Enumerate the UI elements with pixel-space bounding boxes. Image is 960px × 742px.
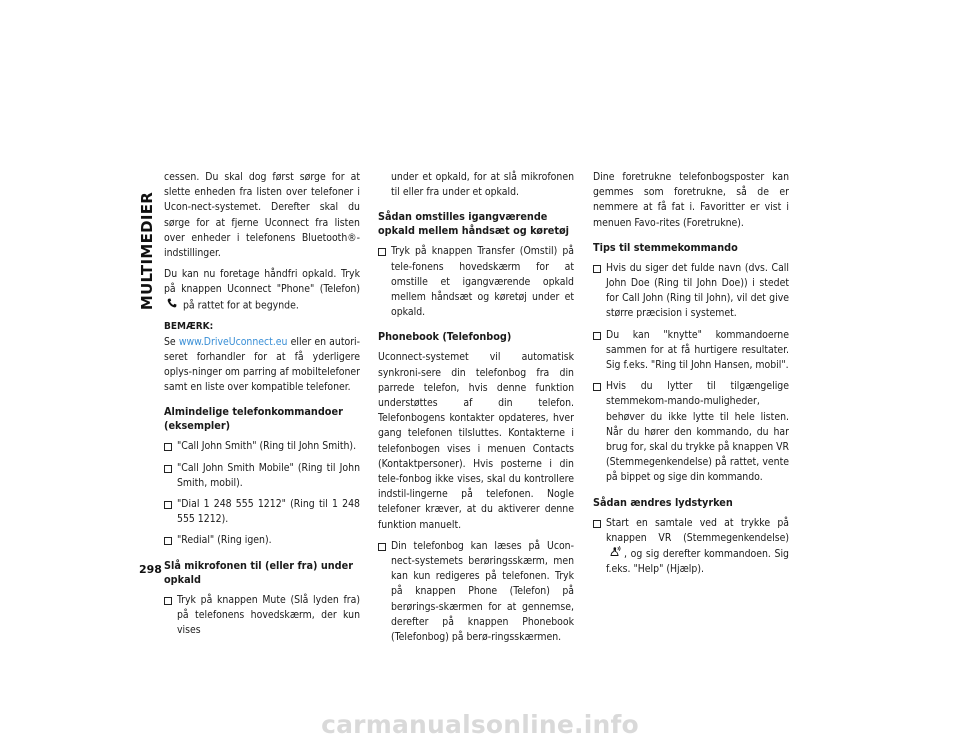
page-number: 298 (139, 563, 162, 576)
paragraph: Du kan nu foretage håndfri opkald. Tryk på knappen Uconnect "Phone" (Telefon) på rattet for at begynde. (164, 268, 360, 312)
section-side-title (137, 176, 157, 326)
list-item: "Redial" (Ring igen). (164, 533, 360, 548)
watermark-footer: carmanualsonline.info (321, 710, 639, 739)
section-heading: Almindelige telefonkommandoer (eksempler) (164, 405, 343, 433)
section-heading: Slå mikrofonen til (eller fra) under opkald (164, 558, 354, 586)
phonebook-list (378, 539, 574, 645)
volume-list (593, 516, 789, 578)
driveuconnect-link[interactable]: www.DriveUconnect.eu (178, 335, 288, 348)
list-item: Hvis du siger det fulde navn (dvs. Call John Doe (Ring til John Doe)) i stedet for Call John (Ring til John), vil det give større præcision i systemet. (593, 261, 789, 322)
section-heading: Phonebook (Telefonbog) (378, 330, 512, 344)
paragraph: Dine foretrukne telefonbogsposter kan gemmes som foretrukne, så de er nemmere at få fat i. Favoritter er vist i menuen Favo-rites (Foretrukne). (593, 171, 789, 229)
list-item: Hvis du lytter til tilgængelige stemmekom-mando-muligheder, behøver du ikke lytte til hele listen. Når du hører den kommando, du har brug for, skal du trykke på knappen VR (Stemmegenkendelse) på rattet, vente på bippet og sige din kommando. (593, 379, 789, 485)
note-label: BEMÆRK: (164, 321, 214, 333)
section-heading: Sådan ændres lydstyrken (593, 495, 733, 509)
paragraph: Uconnect-systemet vil automatisk synkroni-sere din telefonbog fra din parrede telefon, hvis denne funktion understøttes af din telefon. Telefonbogens kontakter opdateres, hver gang telefonen tilsluttes. Kontakterne i telefonbogen vises i menuen Contacts (Kontaktpersoner). Hvis posterne i din tele-fonbog ikke vises, skal du kontrollere indstil-lingerne på telefonen. Nogle telefoner kræver, at du aktiverer denne funktion manuelt. (378, 351, 574, 531)
list-item: Du kan "knytte" kommandoerne sammen for at få hurtigere resultater. Sig f.eks. "Ring til John Hansen, mobil". (593, 328, 789, 374)
column-2 (378, 170, 574, 651)
list-item: "Dial 1 248 555 1212" (Ring til 1 248 555 1212). (164, 497, 360, 527)
note-text: Se www.DriveUconnect.eu eller en autori-seret forhandler for at få yderligere oplys-ninger om parring af mobiltelefoner samt en liste over kompatible telefoner. (164, 335, 361, 394)
transfer-list (378, 244, 574, 320)
voice-tips-list (593, 261, 789, 486)
column-3 (593, 170, 789, 584)
paragraph: cessen. Du skal dog først sørge for at slette enheden fra listen over telefoner i Ucon-nect-systemet. Derefter skal du sørge for at fjerne Uconnect fra listen over enheder i telefonens Bluetooth®-indstillinger. (164, 171, 360, 260)
command-list (164, 439, 360, 548)
list-item: "Call John Smith Mobile" (Ring til John Smith, mobil). (164, 461, 360, 491)
phone-icon (167, 298, 177, 313)
list-item: Start en samtale ved at trykke på knappen VR (Stemmegenkendelse) , og sig derefter kommandoen. Sig f.eks. "Help" (Hjælp). (593, 516, 789, 578)
section-heading: Tips til stemmekommando (593, 240, 738, 254)
section-heading: Sådan omstilles igangværende opkald mellem håndsæt og køretøj (378, 210, 570, 238)
continued-list-text: under et opkald, for at slå mikrofonen til eller fra under et opkald. (391, 171, 574, 199)
mute-list (164, 593, 360, 639)
list-item: Tryk på knappen Mute (Slå lyden fra) på telefonens hovedskærm, der kun vises (164, 593, 360, 639)
voice-recognition-icon (609, 546, 621, 562)
list-item: Din telefonbog kan læses på Ucon-nect-systemets berøringsskærm, men kan kun redigeres på telefonen. Tryk på knappen Phone (Telefon) på berørings-skærmen for at gennemse, derefter på knappen Phonebook (Telefonbog) på berø-ringsskærmen. (378, 539, 574, 645)
side-title-text: MULTIMEDIER (138, 191, 156, 311)
list-item: "Call John Smith" (Ring til John Smith). (164, 439, 360, 454)
column-1 (164, 170, 360, 644)
list-item: Tryk på knappen Transfer (Omstil) på tele-fonens hovedskærm for at omstille et igangværende opkald mellem håndsæt og køretøj under et opkald. (378, 244, 574, 320)
